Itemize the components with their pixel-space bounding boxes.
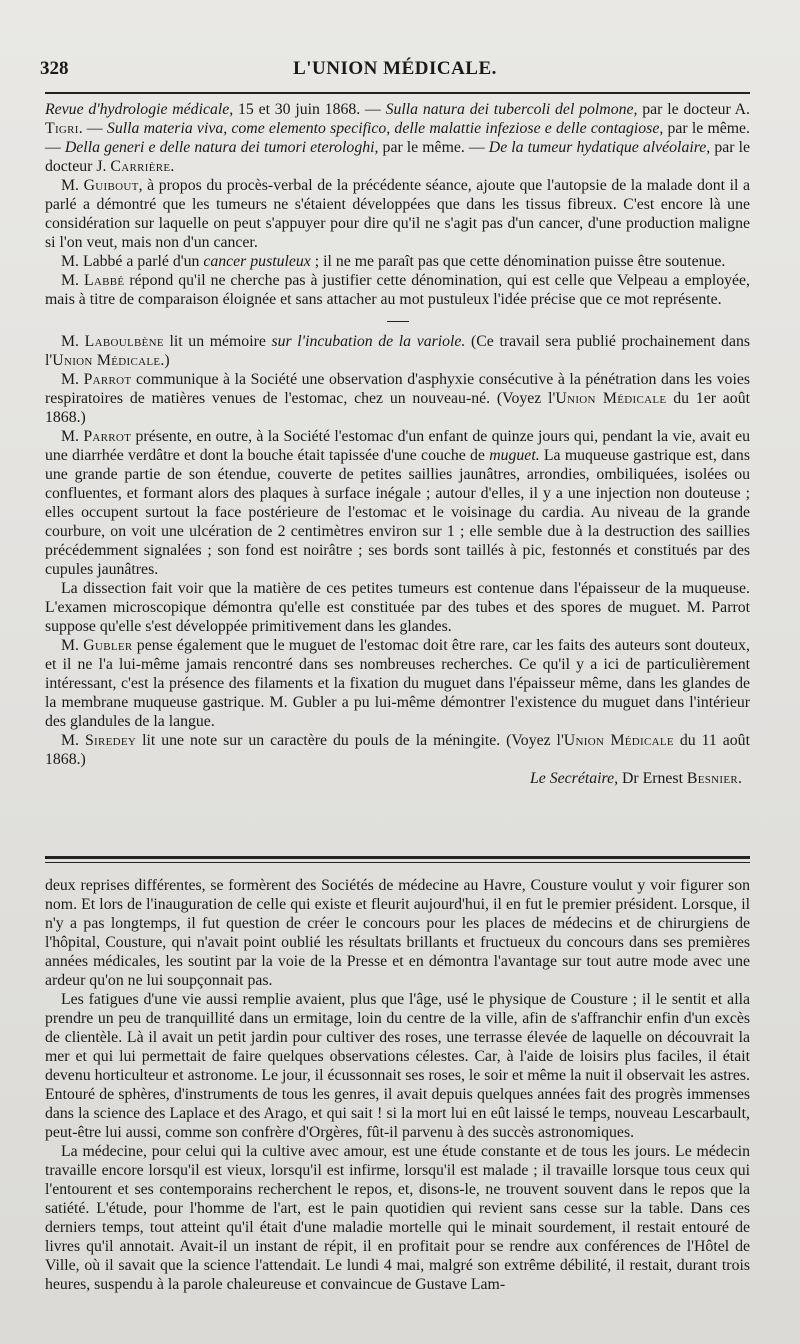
paragraph-revue: Revue d'hydrologie médicale, 15 et 30 juin 1868. — Sulla natura dei tubercoli del polmone, par le docteur A. Tigri. — Sulla materia viva, come elemento specifico, delle malattie infeziose e delle contagiose, par le même. — Della generi e delle natura dei tumori eterologhi, par le même. — De la tumeur hydatique alvéolaire, par le docteur J. Carrière. [45,101,750,175]
feuilleton-paragraph-1: deux reprises différentes, se formèrent des Sociétés de médecine au Havre, Cousture voulut y voir figurer son nom. Et lors de l'inauguration de celle qui existe et fleurit aujourd'hui, il en fut le premier président. Lorsque, il n'y a pas longtemps, il fut question de créer le concours pour les places de médecins et de chirurgiens de l'hôpital, Cousture, qui n'avait point oublié les résultats brillants et fructueux du concours dans ses premières années médicales, les soutint par la voie de la Presse et en démontra l'avantage sur tout autre mode avec une ardeur qu'on ne lui soupçonnait pas. [45,877,750,989]
feuilleton-paragraph-3: La médecine, pour celui qui la cultive avec amour, est une étude constante et de tous les jours. Le médecin travaille encore lorsqu'il est vieux, lorsqu'il est infirme, lorsqu'il est malade ; il travaille lorsque tous ceux qui l'entourent et ses contemporains recherchent le repos, et, disons-le, ne trouvent souvent dans le repos que la satiété. L'étude, pour l'homme de l'art, est le pain quotidien qui revient sans cesse sur la table. Dans ces derniers temps, tout atteint qu'il était d'une maladie mortelle qui le minait sourdement, il restait entouré de livres qu'il annotait. Avait-il un instant de répit, il en profitait pour se rendre aux conférences de l'Hôtel de Ville, où il savait que la science l'attendait. Le lundi 4 mai, malgré son extrême débilité, il restait, durant trois heures, suspendu à la parole chaleureuse et convaincue de Gustave Lam- [45,1143,750,1293]
running-header [40,58,750,84]
paragraph-laboulbene: M. Laboulbène lit un mémoire sur l'incubation de la variole. (Ce travail sera publié prochainement dans l'Union Médicale.) [45,333,751,369]
paragraph-parrot-2: M. Parrot présente, en outre, à la Société l'estomac d'un enfant de quinze jours qui, pendant la vie, avait eu une diarrhée verdâtre et dont la bouche était tapissée d'une couche de muguet. La muqueuse gastrique est, dans une grande partie de son étendue, couverte de petites saillies jaunâtres, arrondies, ombiliquées, isolées ou confluentes, et formant alors des plaques à surface inégale ; autour d'elles, il y a une injection non douteuse ; elles occupent surtout la face postérieure de l'estomac et le voisinage du cardia. Au niveau de la grande courbure, on voit une ulcération de 2 centimètres environ sur 1 ; elle semble due à la destruction des saillies précédemment signalées ; son fond est noirâtre ; ses bords sont taillés à pic, festonnés et constitués par des cupules jaunâtres. [45,428,750,578]
paragraph-parrot-1: M. Parrot communique à la Société une observation d'asphyxie consécutive à la pénétration dans les voies respiratoires de matières venues de l'estomac, chez un nouveau-né. (Voyez l'Union Médicale du 1er août 1868.) [45,371,750,426]
paragraph-dissection: La dissection fait voir que la matière de ces petites tumeurs est contenue dans l'épaisseur de la muqueuse. L'examen microscopique démontra qu'elle est constituée par des tubes et des spores de muguet. M. Parrot suppose qu'elle s'est développée primitivement dans les glandes. [45,580,750,635]
secretary-signature: Le Secrétaire, Dr Ernest Besnier. [530,770,742,787]
page-number: 328 [40,58,69,79]
paragraph-gubler: M. Gubler pense également que le muguet de l'estomac doit être rare, car les faits des auteurs sont douteux, et il ne l'a lui-même jamais rencontré dans ses nombreuses recherches. Ce qu'il y a ici de particulièrement intéressant, c'est la présence des filaments et la fixation du muguet dans l'épaisseur même, dans les glandes de la membrane muqueuse gastrique. M. Gubler a pu lui-même démontrer l'existence du muguet dans l'intérieur des glandules de la langue. [45,637,750,730]
feuilleton-paragraph-2: Les fatigues d'une vie aussi remplie avaient, plus que l'âge, usé le physique de Cousture ; il le sentit et alla prendre un peu de tranquillité dans un ermitage, loin du centre de la ville, afin de s'affranchir enfin d'un excès de clientèle. Là il avait un petit jardin pour cultiver des roses, une terrasse élevée de laquelle on découvrait la mer et qui lui permettait de faire quelques observations célestes. Car, à l'aide de loisirs plus faciles, il était devenu horticulteur et astronome. Le jour, il écussonnait ses roses, le soir et même la nuit il observait les astres. Entouré de sphères, d'instruments de tous les genres, il avait depuis quelques années fait des progrès immenses dans la science des Laplace et des Arago, et qui sait ! si la mort lui en eût laissé le temps, nouveau Lescarbault, peut-être lui aussi, comme son confrère d'Orgères, fût-il parvenu à des succès astronomiques. [45,991,750,1141]
paragraph-labbe-1: M. Labbé a parlé d'un cancer pustuleux ; il ne me paraît pas que cette dénomination puisse être soutenue. [61,253,726,270]
header-rule [45,92,750,94]
paragraph-siredey: M. Siredey lit une note sur un caractère du pouls de la méningite. (Voyez l'Union Médicale du 11 août 1868.) [45,732,750,768]
feuilleton-rule-thin [45,862,750,863]
paragraph-labbe-2: M. Labbé répond qu'il ne cherche pas à justifier cette dénomination, qui est celle que Velpeau a employée, mais à titre de comparaison éloignée et sans attacher au mot pustuleux l'idée précise que ce mot représente. [45,272,750,308]
section-separator [45,311,750,330]
society-minutes [45,100,750,788]
feuilleton-rule-thick [45,856,750,859]
feuilleton [45,876,750,1294]
running-title: L'UNION MÉDICALE. [293,58,497,79]
paragraph-guibout: M. Guibout, à propos du procès-verbal de la précédente séance, ajoute que l'autopsie de la malade dont il a parlé a démontré que les tumeurs ne s'étaient développées que dans les tissus fibreux. C'est encore là une considération sur laquelle on peut s'appuyer pour dire qu'il ne s'agit pas d'un cancer, d'une production maligne si l'on veut, mais non d'un cancer. [45,177,750,251]
